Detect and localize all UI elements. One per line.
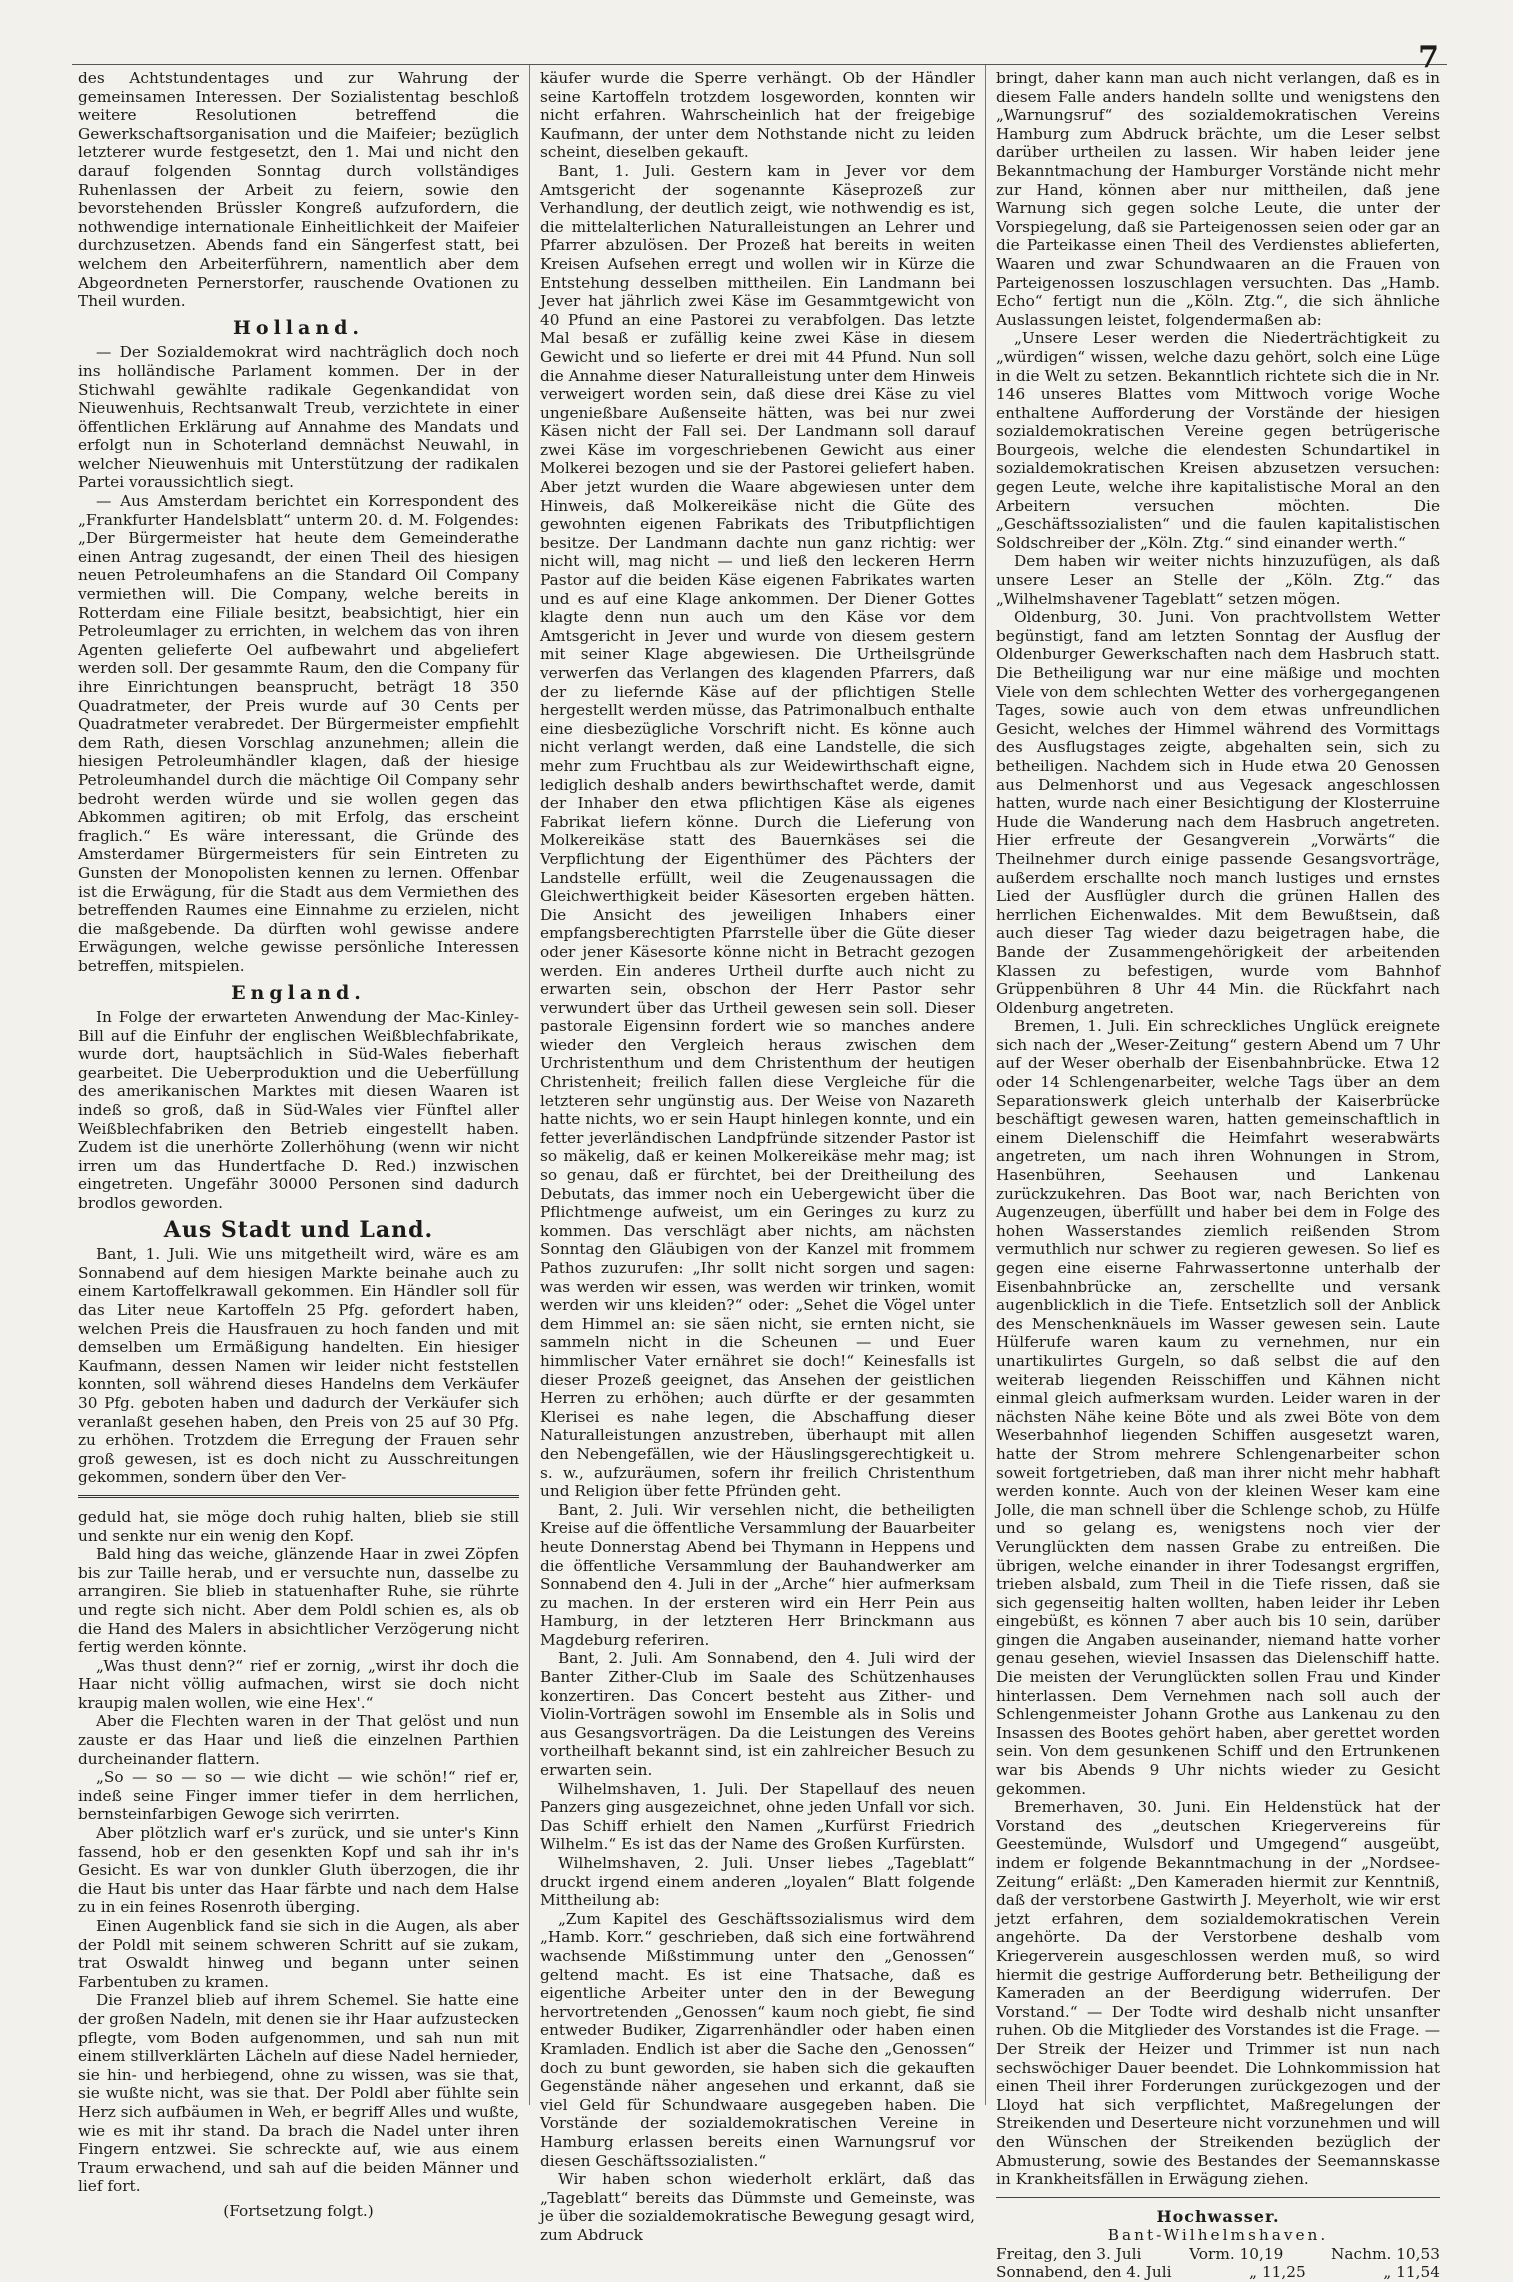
article-paragraph: „Unsere Leser werden die Niederträchtigkeit zu „würdigen“ wissen, welche dazu gehört, solch eine Lüge in die Welt zu setzen. Bekanntlich richtete sich die in Nr. 146 unseres Blattes vom Mittwoch vorige Woche enthaltene Aufforderung der Vorstände der hiesigen sozialdemokratischen Vereine gegen betrügerische Bourgeois, welche die elendesten Schundartikel in sozialdemokratischen Kreisen abzusetzen versuchen: gegen Leute, welche ihre kapitalistische Moral an den Arbeitern versuchen möchten. Die „Geschäftssozialisten“ und die faulen kapitalistischen Soldschreiber der „Köln. Ztg.“ sind einander werth.“: [996, 329, 1440, 552]
feuilleton-paragraph: Einen Augenblick fand sie sich in die Augen, als aber der Poldl mit seinem schweren Schritt auf sie zukam, trat Oswaldt hinweg und begann unter seinen Farbentuben zu kramen.: [78, 1917, 519, 1991]
article-paragraph: Wilhelmshaven, 1. Juli. Der Stapellauf des neuen Panzers ging ausgezeichnet, ohne jeden Unfall vor sich. Das Schiff erhielt den Namen „Kurfürst Friedrich Wilhelm.“ Es ist das der Name des Großen Kurfürsten.: [540, 1779, 975, 1854]
continued-note: (Fortsetzung folgt.): [223, 2201, 374, 2220]
column-2: [529, 65, 985, 2244]
tide-day: Freitag, den 3. Juli: [996, 2244, 1142, 2263]
article-paragraph: bringt, daher kann man auch nicht verlangen, daß es in diesem Falle anders handeln sollte und wenigstens den „Warnungsruf“ des sozialdemokratischen Vereins Hamburg zum Abdruck brächte, um die Leser selbst darüber urtheilen zu lassen. Wir haben leider jene Bekanntmachung der Hamburger Vorstände nicht mehr zur Hand, können aber nur mittheilen, daß jene Warnung sich gegen solche Leute, die unter der Vorspiegelung, daß sie Parteigenossen seien oder gar an die Parteikasse einen Theil des Verdienstes ablieferten, Waaren und zwar Schundwaaren an die Frauen von Parteigenossen loszuschlagen versuchten. Das „Hamb. Echo“ fertigt nun die „Köln. Ztg.“, die sich ähnliche Auslassungen leistet, folgendermaßen ab:: [996, 69, 1440, 329]
article-paragraph: Bremerhaven, 30. Juni. Ein Heldenstück hat der Vorstand des „deutschen Kriegervereins für Geestemünde, Wulsdorf und Umgegend“ ausgeübt, indem er folgende Bekanntmachung in der „Nordsee-Zeitung“ erläßt: „Den Kameraden hiermit zur Kenntniß, daß der verstorbene Gastwirth J. Meyerholt, wie wir erst jetzt erfahren, dem sozialdemokratischen Verein angehörte. Da der Verstorbene deshalb vom Kriegerverein ausgeschlossen werden muß, so wird hiermit die gestrige Aufforderung betr. Betheiligung der Kameraden an der Beerdigung widerrufen. Der Vorstand.“ — Der Todte wird deshalb nicht unsanfter ruhen. Ob die Mitglieder des Vorstandes ist die Frage. — Der Streik der Heizer und Trimmer ist nun nach sechswöchiger Dauer beendet. Die Lohnkommission hat einen Theil ihrer Forderungen zurückgezogen und der Lloyd hat sich verpflichtet, Maßregelungen der Streikenden und Deserteure nicht vorzunehmen und will den Wünschen der Streikenden bezüglich der Abmusterung, sowie des Bestandes der Seemannskasse in Krankheitsfällen in Erwägung ziehen.: [996, 1798, 1440, 2189]
tide-table-title: Hochwasser.: [1156, 2206, 1280, 2226]
column-3: [985, 65, 1446, 2282]
article-paragraph: Oldenburg, 30. Juni. Von prachtvollstem Wetter begünstigt, fand am letzten Sonntag der Ausflug der Oldenburger Gewerkschaften nach dem Hasbruch statt. Die Betheiligung war nur eine mäßige und mochten Viele von dem schlechten Wetter des vorhergegangenen Tages, sowie auch von dem etwas unfreundlichen Gesicht, welches der Himmel während des Vormittags des Ausflugstages zeigte, abgehalten sein, sich zu betheiligen. Nachdem sich in Hude etwa 20 Genossen aus Delmenhorst und aus Vegesack angeschlossen hatten, wurde nach einer Besichtigung der Klosterruine Hude die Wanderung nach dem Hasbruch angetreten. Hier erfreute der Gesangverein „Vorwärts“ die Theilnehmer durch einige passende Gesangsvorträge, außerdem erschallte noch manch lustiges und ernstes Lied der Ausflügler durch die grünen Hallen des herrlichen Eichenwaldes. Mit dem Bewußtsein, daß auch dieser Tag wieder dazu beigetragen habe, die Bande der Zusammengehörigkeit der arbeitenden Klassen zu befestigen, wurde vom Bahnhof Grüppenbühren 8 Uhr 44 Min. die Rückfahrt nach Oldenburg angetreten.: [996, 608, 1440, 1017]
page-number: 7: [1418, 40, 1439, 75]
feuilleton-divider: [78, 1495, 519, 1498]
article-paragraph: Bant, 2. Juli. Wir versehlen nicht, die betheiligten Kreise auf die öffentliche Versammlung der Bauarbeiter heute Donnerstag Abend bei Thymann in Heppens und die öffentliche Versammlung der Bauhandwerker am Sonnabend den 4. Juli in der „Arche“ hier aufmerksam zu machen. In der ersteren wird ein Herr Pein aus Hamburg, in der letzteren Herr Brinckmann aus Magdeburg referiren.: [540, 1500, 975, 1649]
section-heading-stadt-und-land: Aus Stadt und Land.: [163, 1216, 434, 1243]
article-paragraph: Bant, 2. Juli. Am Sonnabend, den 4. Juli wird der Banter Zither-Club im Saale des Schützenhauses konzertiren. Das Concert besteht aus Zither- und Violin-Vorträgen sowohl im Ensemble als in Solis und aus Gesangsvorträgen. Da die Leistungen des Vereins vortheilhaft bekannt sind, ist ein zahlreicher Besuch zu erwarten sein.: [540, 1649, 975, 1780]
article-paragraph: — Der Sozialdemokrat wird nachträglich doch noch ins holländische Parlament kommen. Der in der Stichwahl gewählte radikale Gegenkandidat von Nieuwenhuis, Rechtsanwalt Treub, verzichtete in einer öffentlichen Erklärung auf Annahme des Mandats und erfolgt nun in Schoterland demnächst Neuwahl, in welcher Nieuwenhuis mit Unterstützung der radikalen Partei voraussichtlich siegt.: [78, 343, 519, 492]
article-paragraph: Bant, 1. Juli. Gestern kam in Jever vor dem Amtsgericht der sogenannte Käseprozeß zur Verhandlung, der deutlich zeigt, wie nothwendig es ist, die mittelalterlichen Naturalleistungen an Lehrer und Pfarrer abzulösen. Der Prozeß hat bereits in weiten Kreisen Aufsehen erregt und wollen wir in Kürze die Entstehung desselben mittheilen. Ein Landmann bei Jever hat jährlich zwei Käse im Gesammtgewicht von 40 Pfund an eine Pastorei zu verabfolgen. Das letzte Mal besaß er zufällig keine zwei Käse in diesem Gewicht und so lieferte er drei mit 44 Pfund. Nun soll die Annahme dieser Naturalleistung unter dem Hinweis verweigert worden sein, daß diese drei Käse zu viel ungenießbare Außenseite hätten, was bei nur zwei Käsen nicht der Fall sei. Der Landmann soll darauf zwei Käse im vorgeschriebenen Gewicht aus einer Molkerei bezogen und sie der Pastorei geliefert haben. Aber jetzt wurden die Waare abgewiesen unter dem Hinweis, daß Molkereikäse nicht die Güte des gewohnten eigenen Fabrikats des Tributpflichtigen besitze. Der Landmann dachte nun ganz richtig: wer nicht will, mag nicht — und ließ den leckeren Herrn Pastor auf die beiden Käse eigenen Fabrikates warten und es auf eine Klage ankommen. Der Diener Gottes klagte denn nun auch um den Käse vor dem Amtsgericht in Jever und wurde von diesem gestern mit seiner Klage abgewiesen. Die Urtheilsgründe verwerfen das Verlangen des klagenden Pfarrers, daß der zu liefernde Käse auf der pflichtigen Stelle hergestellt werden müsse, das Patrimonalbuch enthalte eine diesbezügliche Vorschrift nicht. Es könne auch nicht verlangt werden, daß eine Landstelle, die sich mehr zum Fruchtbau als zur Weidewirthschaft eigne, lediglich deshalb anders bewirthschaftet werde, damit der Inhaber den etwa pflichtigen Käse als eigenes Fabrikat liefern könne. Durch die Lieferung von Molkereikäse statt des Bauernkäses sei die Verpflichtung der Eigenthümer des Pächters der Landstelle erfüllt, weil die Zeugenaussagen die Gleichwerthigkeit beider Käsesorten ergeben hätten. Die Ansicht des jeweiligen Inhabers einer empfangsberechtigten Pfarrstelle über die Güte dieser oder jener Käsesorte könne nicht in Betracht gezogen werden. Ein anderes Urtheil durfte auch nicht zu erwarten sein, obschon der Herr Pastor sehr verwundert über das Urtheil gewesen sein soll. Dieser pastorale Eigensinn fordert wie so manches andere wieder den Vergleich heraus zwischen dem Urchristenthum und dem Christenthum der heutigen Christenheit; freilich fallen diese Vergleiche für die letzteren sehr ungünstig aus. Der Weise von Nazareth hatte nichts, wo er sein Haupt hinlegen konnte, und ein fetter jeverländischen Landpfründe sitzender Pastor ist so mäkelig, daß er keinen Molkereikäse mehr mag; ist so genau, daß er fürchtet, bei der Dreitheilung des Debutats, das immer noch ein Uebergewicht über die Pflichtmenge aufweist, um ein Geringes zu kurz zu kommen. Das verschlägt aber nichts, am nächsten Sonntag den Gläubigen von der Kanzel mit frommem Pathos zuzurufen: „Ihr sollt nicht sorgen und sagen: was werden wir essen, was werden wir trinken, womit werden wir uns kleiden?“ oder: „Sehet die Vögel unter dem Himmel an: sie säen nicht, sie ernten nicht, sie sammeln nicht in die Scheunen — und Euer himmlischer Vater ernähret sie doch!“ Keinesfalls ist dieser Prozeß geeignet, das Ansehen der geistlichen Herren zu erhöhen; auch dürfte er der gesammten Klerisei es nahe legen, die Abschaffung dieser Naturalleistungen anzustreben, überhaupt mit allen den Nebengefällen, wie der Häuslingsgerechtigkeit u. s. w., aufzuräumen, sofern ihr freilich Christenthum und Religion über fette Pfründen geht.: [540, 161, 975, 1501]
column-container: [72, 64, 1447, 2282]
section-heading-holland: Holland.: [232, 316, 365, 339]
article-paragraph: — Aus Amsterdam berichtet ein Korrespondent des „Frankfurter Handelsblatt“ unterm 20. d. M. Folgendes: „Der Bürgermeister hat heute dem Gemeinderathe einen Antrag zugesandt, der einen Theil des hiesigen neuen Petroleumhafens an die Standard Oil Company vermiethen will. Die Company, welche bereits in Rotterdam eine Filiale besitzt, beabsichtigt, hier ein Petroleumlager zu errichten, in welchem das von ihren Agenten gelieferte Oel aufbewahrt und abgeliefert werden soll. Der gesammte Raum, den die Company für ihre Einrichtungen beansprucht, beträgt 18 350 Quadratmeter, der Preis wurde auf 30 Cents per Quadratmeter verabredet. Der Bürgermeister empfiehlt dem Rath, diesen Vorschlag anzunehmen; allein die hiesigen Petroleumhändler klagen, daß der hiesige Petroleumhandel durch die mächtige Oil Company sehr bedroht werden würde und sie wollen gegen das Abkommen agitiren; ob mit Erfolg, das erscheint fraglich.“ Es wäre interessant, die Gründe des Amsterdamer Bürgermeisters für sein Eintreten zu Gunsten der Monopolisten kennen zu lernen. Offenbar ist die Erwägung, für die Stadt aus dem Vermiethen des betreffenden Raumes eine Einnahme zu erzielen, nicht die maßgebende. Da dürften wohl gewisse andere Erwägungen, welche gewisse persönliche Interessen betreffen, mitspielen.: [78, 492, 519, 975]
article-paragraph: des Achtstundentages und zur Wahrung der gemeinsamen Interessen. Der Sozialistentag beschloß weitere Resolutionen betreffend die Gewerkschaftsorganisation und die Maifeier; bezüglich letzterer wurde festgesetzt, den 1. Mai und nicht den darauf folgenden Sonntag durch vollständiges Ruhenlassen der Arbeit zu feiern, sowie den bevorstehenden Brüssler Kongreß aufzufordern, die nothwendige internationale Einheitlichkeit der Maifeier durchzusetzen. Abends fand ein Sängerfest statt, bei welchem den Arbeiterführern, namentlich aber dem Abgeordneten Pernerstorfer, rauschende Ovationen zu Theil wurden.: [78, 69, 519, 311]
feuilleton-paragraph: geduld hat, sie möge doch ruhig halten, blieb sie still und senkte nur ein wenig den Kopf.: [78, 1507, 519, 1545]
article-paragraph: Bant, 1. Juli. Wie uns mitgetheilt wird, wäre es am Sonnabend auf dem hiesigen Markte beinahe auch zu einem Kartoffelkrawall gekommen. Ein Händler soll für das Liter neue Kartoffeln 25 Pfg. gefordert haben, welchen Preis die Hausfrauen zu hoch fanden und mit demselben um Ermäßigung handelten. Ein hiesiger Kaufmann, dessen Namen wir leider nicht feststellen konnten, soll während dieses Handelns dem Verkäufer 30 Pfg. geboten haben und dadurch der Verkäufer sich veranlaßt gesehen haben, den Preis von 25 auf 30 Pfg. zu erhöhen. Trotzdem die Erregung der Frauen sehr groß gewesen, ist es doch nicht zu Ausschreitungen gekommen, sondern über den Ver-: [78, 1245, 519, 1487]
tide-row: [996, 2245, 1440, 2264]
article-paragraph: Wilhelmshaven, 2. Juli. Unser liebes „Tageblatt“ druckt irgend einem anderen „loyalen“ Blatt folgende Mittheilung ab:: [540, 1854, 975, 1910]
column-1: [72, 65, 529, 2220]
section-heading-england: England.: [231, 981, 366, 1004]
tide-afternoon: Nachm. 10,53: [1331, 2244, 1440, 2263]
feuilleton-paragraph: Die Franzel blieb auf ihrem Schemel. Sie hatte eine der großen Nadeln, mit denen sie ihr Haar aufzustecken pflegte, vom Boden aufgenommen, und sah nun mit einem stillverklärten Lächeln auf diese Nadel hernieder, sie hin- und herbiegend, ohne zu wissen, was sie that, sie wußte nicht, was sie that. Der Poldl aber fühlte sein Herz sich aufbäumen in Weh, er begriff Alles und wußte, wie es mit ihr stand. Da brach die Nadel unter ihren Fingern entzwei. Sie schreckte auf, wie aus einem Traum erwachend, und sah auf die beiden Männer und lief fort.: [78, 1991, 520, 2196]
tide-table-place: Bant-Wilhelmshaven.: [1107, 2226, 1329, 2245]
tide-morning: „ 11,25: [1249, 2263, 1306, 2282]
feuilleton-paragraph: Bald hing das weiche, glänzende Haar in zwei Zöpfen bis zur Taille herab, und er versuchte nun, dasselbe zu arrangiren. Sie blieb in statuenhafter Ruhe, sie rührte und regte sich nicht. Aber dem Poldl schien es, als ob die Hand des Malers in absichtlicher Verzögerung nicht fertig werden könnte.: [78, 1545, 519, 1657]
article-paragraph: Wir haben schon wiederholt erklärt, daß das „Tageblatt“ bereits das Dümmste und Gemeinste, was je über die sozialdemokratische Bewegung gesagt wird, zum Abdruck: [540, 2170, 975, 2244]
feuilleton-paragraph: Aber plötzlich warf er's zurück, und sie unter's Kinn fassend, hob er den gesenkten Kopf und sah ihr in's Gesicht. Es war von dunkler Gluth überzogen, die ihr die Haut bis unter das Haar färbte und nach dem Halse zu in ein feines Rosenroth überging.: [78, 1824, 519, 1917]
feuilleton-paragraph: „Was thust denn?“ rief er zornig, „wirst ihr doch die Haar nicht völlig aufmachen, wirst sie doch nicht kraupig malen wollen, wie eine Hex'.“: [78, 1656, 519, 1712]
tide-day: Sonnabend, den 4. Juli: [996, 2263, 1172, 2282]
tide-afternoon: „ 11,54: [1383, 2263, 1440, 2282]
article-paragraph: Bremen, 1. Juli. Ein schreckliches Unglück ereignete sich nach der „Weser-Zeitung“ gestern Abend um 7 Uhr auf der Weser oberhalb der Eisenbahnbrücke. Etwa 12 oder 14 Schlengenarbeiter, welche Tags über an dem Separationswerk gleich unterhalb der Kaiserbrücke beschäftigt gewesen waren, hatten gemeinschaftlich in einem Dielenschiff die Heimfahrt weserabwärts angetreten, um nach ihren Wohnungen in Strom, Hasenbühren, Seehausen und Lankenau zurückzukehren. Das Boot war, nach Berichten von Augenzeugen, überfüllt und haber bei dem in Folge des hohen Wasserstandes ziemlich reißenden Strom vermuthlich nur schwer zu regieren gewesen. So lief es gegen eine eiserne Fahrwassertonne unterhalb der Eisenbahnbrücke an, zerschellte und versank augenblicklich in die Tiefe. Entsetzlich soll der Anblick des Menschenknäuels im Wasser gewesen sein. Laute Hülferufe waren kaum zu vernehmen, nur ein unartikulirtes Gurgeln, so daß selbst die auf den weiterab liegenden Reisschiffen und Kähnen nicht einmal gleich aufmerksam wurden. Leider waren in der nächsten Nähe keine Böte und als zwei Böte von dem Weserbahnhof liegenden Schiffen ausgesetzt waren, hatte der Strom mehrere Schlengenarbeiter schon soweit fortgetrieben, daß man ihrer nicht mehr habhaft werden konnte. Auch von der kleinen Weser kam eine Jolle, die man schnell über die Schlenge schob, zu Hülfe und so gelang es, wenigstens noch vier der Verunglückten dem nassen Grabe zu entreißen. Die übrigen, welche einander in ihrer Todesangst ergriffen, trieben alsbald, zum Theil in die Tiefe rissen, daß sie sich gegenseitig halten wollten, haben leider ihr Leben eingebüßt, es können 7 aber auch bis 10 sein, darüber gingen die Angaben auseinander, niemand hatte vorher genau gesehen, wieviel Insassen das Dielenschiff hatte. Die meisten der Verunglückten sollen Frau und Kinder hinterlassen. Dem Vernehmen nach soll auch der Schlengenmeister Johann Grothe aus Lankenau zu den Insassen des Bootes gehört haben, aber gerettet worden sein. Von dem gesunkenen Schiff und den Ertrunkenen war bis Abends 9 Uhr nichts wieder zu Gesicht gekommen.: [996, 1017, 1440, 1798]
feuilleton-paragraph: „So — so — so — wie dicht — wie schön!“ rief er, indeß seine Finger immer tiefer in dem herrlichen, bernsteinfarbigen Gewoge sich verirrten.: [78, 1768, 519, 1824]
article-paragraph: käufer wurde die Sperre verhängt. Ob der Händler seine Kartoffeln trotzdem losgeworden, konnten wir nicht erfahren. Wahrscheinlich hat der freigebige Kaufmann, der unter dem Nothstande nicht zu leiden scheint, dieselben gekauft.: [540, 69, 975, 162]
tide-row: [996, 2263, 1440, 2282]
article-paragraph: „Zum Kapitel des Geschäftssozialismus wird dem „Hamb. Korr.“ geschrieben, daß sich eine fortwährend wachsende Mißstimmung unter den „Genossen“ geltend macht. Es ist eine Thatsache, daß es eigentliche Arbeiter unter den in der Bewegung hervortretenden „Genossen“ kaum noch giebt, fie sind entweder Budiker, Zigarrenhändler oder haben einen Kramladen. Endlich ist aber die Sache den „Genossen“ doch zu bunt geworden, sie haben sich die gekauften Gegenstände näher angesehen und erkannt, daß sie viel Geld für Schundwaare ausgegeben haben. Die Vorstände der sozialdemokratischen Vereine in Hamburg erlassen bereits einen Warnungsruf vor diesen Geschäftssozialisten.“: [540, 1909, 975, 2170]
article-paragraph: In Folge der erwarteten Anwendung der Mac-Kinley-Bill auf die Einfuhr der englischen Weißblechfabrikate, wurde dort, hauptsächlich in Süd-Wales fieberhaft gearbeitet. Die Ueberproduktion und die Ueberfüllung des amerikanischen Marktes mit diesen Waaren ist indeß so groß, daß in Süd-Wales vier Fünftel aller Weißblechfabriken den Betrieb eingestellt haben. Zudem ist die unerhörte Zollerhöhung (wenn wir nicht irren um das Hundertfache D. Red.) inzwischen eingetreten. Ungefähr 30000 Personen sind dadurch brodlos geworden.: [78, 1008, 519, 1213]
feuilleton-paragraph: Aber die Flechten waren in der That gelöst und nun zauste er das Haar und ließ die einzelnen Parthien durcheinander flattern.: [78, 1712, 519, 1768]
article-paragraph: Dem haben wir weiter nichts hinzuzufügen, als daß unsere Leser an Stelle der „Köln. Ztg.“ das „Wilhelmshavener Tageblatt“ setzen mögen.: [996, 552, 1440, 608]
tide-divider: [996, 2197, 1440, 2198]
tide-morning: Vorm. 10,19: [1189, 2244, 1284, 2263]
